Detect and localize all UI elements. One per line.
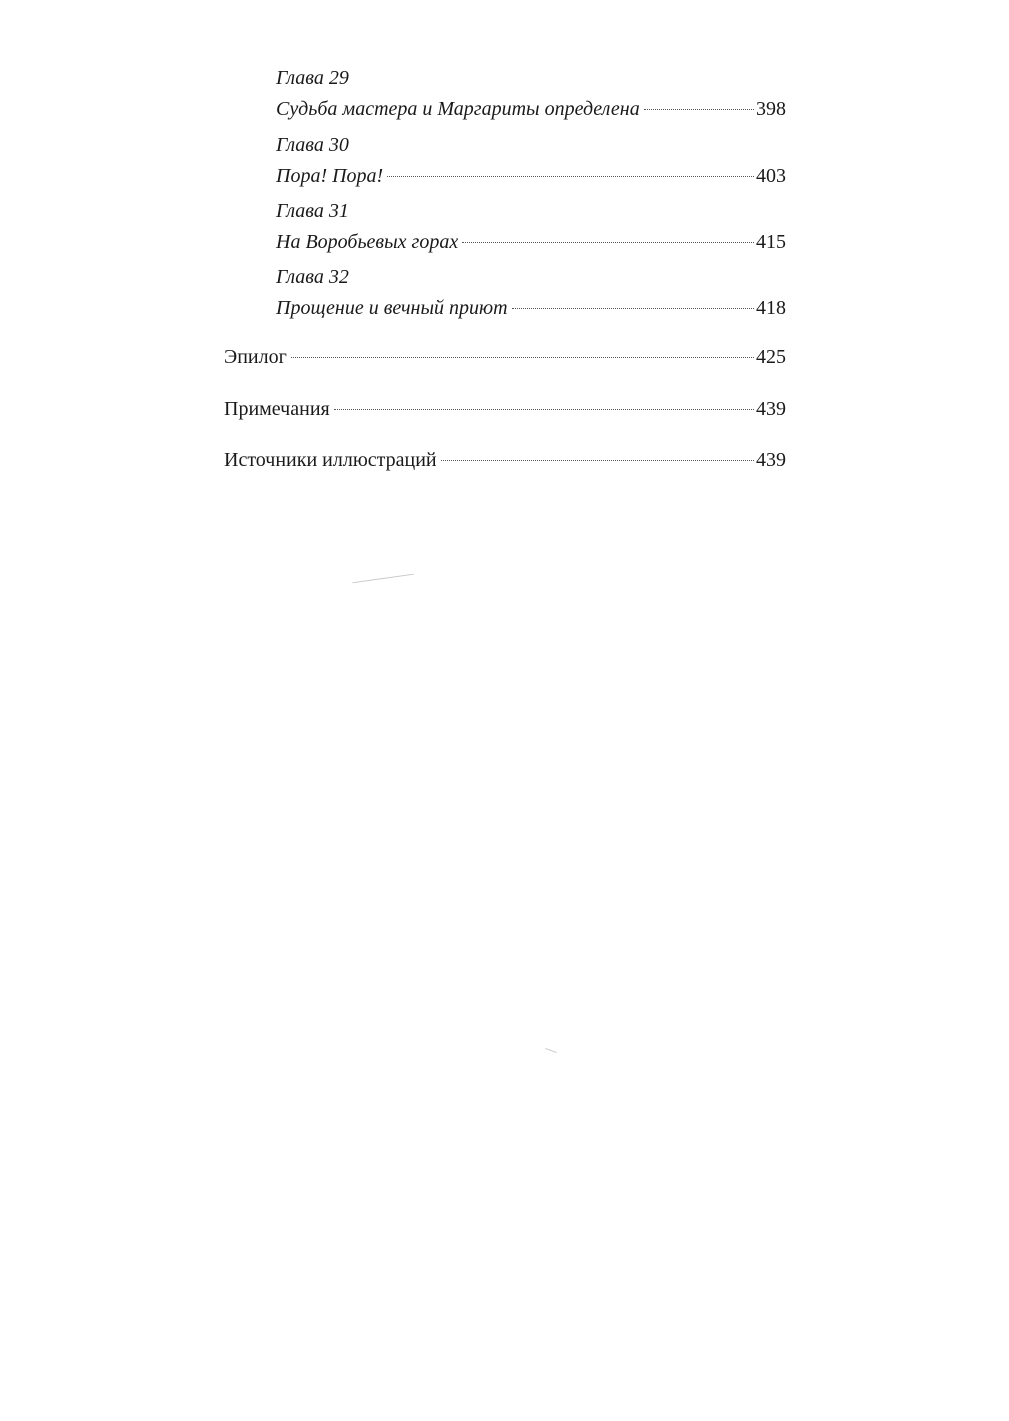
page-number: 418 (756, 297, 786, 319)
toc-section-illustration-sources (224, 445, 786, 475)
page-number: 403 (756, 165, 786, 187)
toc-entry[interactable] (224, 445, 786, 475)
toc-chapter-29 (276, 63, 786, 124)
dot-leader (387, 176, 754, 177)
chapter-label: Глава 30 (276, 134, 349, 156)
toc-entry[interactable] (224, 394, 786, 424)
page-number: 415 (756, 231, 786, 253)
chapter-label: Глава 31 (276, 200, 349, 222)
dot-leader (441, 460, 754, 461)
chapter-title: Судьба мастера и Маргариты определена (276, 98, 640, 120)
toc-entry[interactable] (224, 342, 786, 372)
chapter-title: Пора! Пора! (276, 165, 384, 187)
toc-entry[interactable] (276, 227, 786, 257)
page-number: 439 (756, 449, 786, 471)
toc-chapter-31 (276, 196, 786, 257)
toc-entry[interactable] (276, 94, 786, 124)
toc-section-epilogue (224, 342, 786, 372)
toc-entry[interactable] (276, 161, 786, 191)
dot-leader (644, 109, 754, 110)
chapter-label: Глава 32 (276, 266, 349, 288)
toc-chapter-32 (276, 262, 786, 323)
toc-entry[interactable] (276, 293, 786, 323)
page-number: 398 (756, 98, 786, 120)
page-number: 439 (756, 398, 786, 420)
chapter-title: Прощение и вечный приют (276, 297, 508, 319)
toc-chapter-30 (276, 130, 786, 191)
section-title: Источники иллюстраций (224, 449, 437, 471)
dot-leader (334, 409, 754, 410)
chapter-label: Глава 29 (276, 67, 349, 89)
dot-leader (291, 357, 754, 358)
toc-section-notes (224, 394, 786, 424)
section-title: Примечания (224, 398, 330, 420)
dot-leader (512, 308, 754, 309)
page-number: 425 (756, 346, 786, 368)
dot-leader (462, 242, 754, 243)
section-title: Эпилог (224, 346, 287, 368)
chapter-title: На Воробьевых горах (276, 231, 459, 253)
